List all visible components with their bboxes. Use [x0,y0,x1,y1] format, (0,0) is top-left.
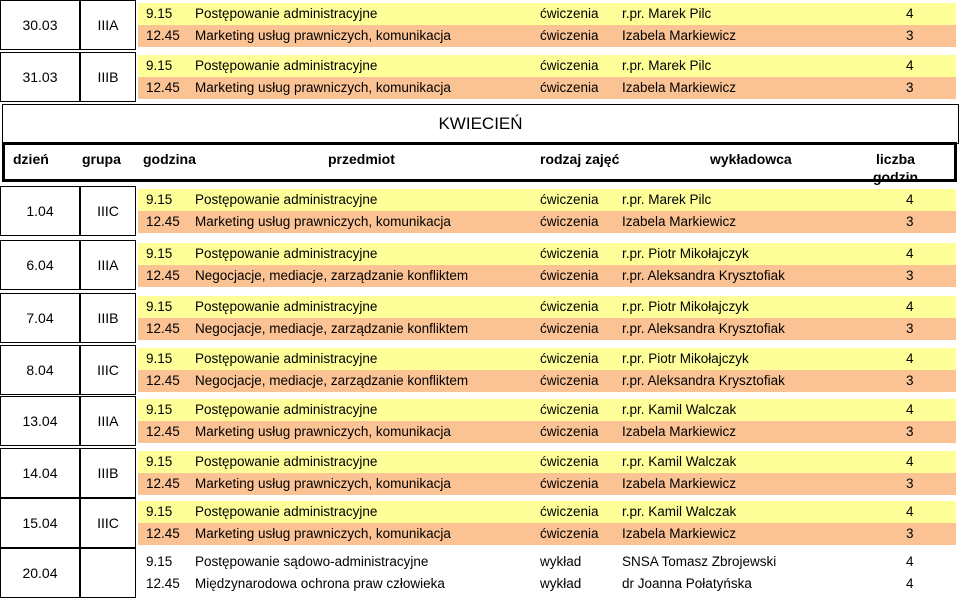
subject-cell: Postępowanie sądowo-administracyjne [195,554,429,569]
lecturer-cell: Izabela Markiewicz [622,526,737,541]
time-cell: 9.15 [146,58,173,73]
hours-cell: 3 [906,526,914,541]
lecturer-cell: r.pr. Aleksandra Krysztofiak [622,373,785,388]
subject-cell: Marketing usług prawniczych, komunikacja [195,526,451,541]
hours-cell: 4 [906,6,914,21]
date-cell: 8.04 [0,345,80,395]
time-cell: 12.45 [146,576,180,591]
table-row [138,399,956,421]
type-cell: ćwiczenia [540,6,599,21]
type-cell: ćwiczenia [540,268,599,283]
table-row [138,55,956,77]
time-cell: 9.15 [146,299,173,314]
table-row [138,77,956,99]
lecturer-cell: r.pr. Aleksandra Krysztofiak [622,321,785,336]
date-cell: 15.04 [0,498,80,548]
lecturer-cell: r.pr. Marek Pilc [622,58,712,73]
lecturer-cell: r.pr. Piotr Mikołajczyk [622,246,749,261]
type-cell: ćwiczenia [540,424,599,439]
hours-cell: 4 [906,192,914,207]
group-cell: IIIA [80,0,136,50]
lecturer-cell: r.pr. Marek Pilc [622,6,712,21]
month-title [2,104,959,144]
type-cell: ćwiczenia [540,454,599,469]
header-lecturer: wykładowca [710,151,792,167]
subject-cell: Postępowanie administracyjne [195,192,378,207]
group-cell: IIIB [80,293,136,343]
table-row [138,243,956,265]
type-cell: ćwiczenia [540,58,599,73]
table-row [138,451,956,473]
date-cell: 13.04 [0,396,80,446]
subject-cell: Postępowanie administracyjne [195,351,378,366]
date-cell: 31.03 [0,52,80,102]
lecturer-cell: r.pr. Piotr Mikołajczyk [622,299,749,314]
time-cell: 12.45 [146,476,180,491]
date-cell: 14.04 [0,448,80,498]
group-cell: IIIB [80,448,136,498]
lecturer-cell: SNSA Tomasz Zbrojewski [622,554,777,569]
table-row [138,189,956,211]
header-type: rodzaj zajęć [540,151,620,167]
hours-cell: 3 [906,28,914,43]
subject-cell: Postępowanie administracyjne [195,58,378,73]
month-label: KWIECIEŃ [438,114,523,133]
subject-cell: Postępowanie administracyjne [195,246,378,261]
subject-cell: Negocjacje, mediacje, zarządzanie konfliktem [195,373,469,388]
header-hours-2: godzin [873,169,919,185]
type-cell: ćwiczenia [540,476,599,491]
table-row [138,573,956,595]
table-row [138,523,956,545]
table-row [138,3,956,25]
time-cell: 9.15 [146,351,173,366]
type-cell: ćwiczenia [540,373,599,388]
subject-cell: Postępowanie administracyjne [195,504,378,519]
header-subject: przedmiot [328,151,395,167]
table-row [138,211,956,233]
hours-cell: 4 [906,576,914,591]
type-cell: ćwiczenia [540,321,599,336]
hours-cell: 4 [906,58,914,73]
subject-cell: Międzynarodowa ochrona praw człowieka [195,576,445,591]
subject-cell: Marketing usług prawniczych, komunikacja [195,28,451,43]
lecturer-cell: dr Joanna Połatyńska [622,576,752,591]
date-cell: 30.03 [0,0,80,50]
hours-cell: 4 [906,504,914,519]
group-cell: IIIA [80,240,136,290]
time-cell: 12.45 [146,214,180,229]
subject-cell: Postępowanie administracyjne [195,402,378,417]
header-hours: liczba [876,151,915,167]
lecturer-cell: Izabela Markiewicz [622,476,737,491]
group-cell: IIIC [80,498,136,548]
hours-cell: 3 [906,80,914,95]
type-cell: ćwiczenia [540,504,599,519]
hours-cell: 3 [906,321,914,336]
subject-cell: Marketing usług prawniczych, komunikacja [195,80,451,95]
type-cell: wykład [540,576,582,591]
type-cell: ćwiczenia [540,214,599,229]
header-day: dzień [13,151,49,167]
lecturer-cell: Izabela Markiewicz [622,424,737,439]
header-time: godzina [143,151,196,167]
type-cell: ćwiczenia [540,351,599,366]
subject-cell: Marketing usług prawniczych, komunikacja [195,424,451,439]
table-row [138,501,956,523]
type-cell: wykład [540,554,582,569]
table-row [138,296,956,318]
time-cell: 9.15 [146,504,173,519]
type-cell: ćwiczenia [540,299,599,314]
subject-cell: Postępowanie administracyjne [195,6,378,21]
hours-cell: 4 [906,402,914,417]
time-cell: 12.45 [146,424,180,439]
subject-cell: Postępowanie administracyjne [195,299,378,314]
hours-cell: 4 [906,554,914,569]
subject-cell: Negocjacje, mediacje, zarządzanie konfliktem [195,268,469,283]
type-cell: ćwiczenia [540,80,599,95]
lecturer-cell: Izabela Markiewicz [622,28,737,43]
lecturer-cell: r.pr. Kamil Walczak [622,504,737,519]
lecturer-cell: Izabela Markiewicz [622,214,737,229]
table-row [138,370,956,392]
subject-cell: Marketing usług prawniczych, komunikacja [195,214,451,229]
time-cell: 9.15 [146,454,173,469]
lecturer-cell: r.pr. Aleksandra Krysztofiak [622,268,785,283]
date-cell: 6.04 [0,240,80,290]
time-cell: 9.15 [146,6,173,21]
time-cell: 12.45 [146,321,180,336]
time-cell: 12.45 [146,526,180,541]
date-cell: 20.04 [0,548,80,598]
hours-cell: 3 [906,268,914,283]
time-cell: 12.45 [146,373,180,388]
table-row [138,348,956,370]
group-cell: IIIC [80,186,136,236]
time-cell: 12.45 [146,268,180,283]
type-cell: ćwiczenia [540,192,599,207]
lecturer-cell: Izabela Markiewicz [622,80,737,95]
hours-cell: 4 [906,246,914,261]
hours-cell: 4 [906,351,914,366]
hours-cell: 3 [906,214,914,229]
table-header [2,142,957,185]
subject-cell: Marketing usług prawniczych, komunikacja [195,476,451,491]
hours-cell: 3 [906,424,914,439]
type-cell: ćwiczenia [540,28,599,43]
time-cell: 9.15 [146,246,173,261]
date-cell: 7.04 [0,293,80,343]
time-cell: 9.15 [146,402,173,417]
time-cell: 9.15 [146,554,173,569]
header-group: grupa [82,151,121,167]
time-cell: 12.45 [146,28,180,43]
table-row [138,318,956,340]
group-cell: IIIA [80,396,136,446]
time-cell: 9.15 [146,192,173,207]
type-cell: ćwiczenia [540,526,599,541]
hours-cell: 3 [906,476,914,491]
time-cell: 12.45 [146,80,180,95]
date-cell: 1.04 [0,186,80,236]
table-row [138,473,956,495]
hours-cell: 4 [906,299,914,314]
group-cell [80,548,136,598]
table-row [138,25,956,47]
type-cell: ćwiczenia [540,246,599,261]
group-cell: IIIB [80,52,136,102]
lecturer-cell: r.pr. Marek Pilc [622,192,712,207]
lecturer-cell: r.pr. Piotr Mikołajczyk [622,351,749,366]
lecturer-cell: r.pr. Kamil Walczak [622,454,737,469]
table-row [138,551,956,573]
table-row [138,421,956,443]
subject-cell: Postępowanie administracyjne [195,454,378,469]
hours-cell: 3 [906,373,914,388]
subject-cell: Negocjacje, mediacje, zarządzanie konfliktem [195,321,469,336]
table-row [138,265,956,287]
lecturer-cell: r.pr. Kamil Walczak [622,402,737,417]
group-cell: IIIC [80,345,136,395]
hours-cell: 4 [906,454,914,469]
type-cell: ćwiczenia [540,402,599,417]
